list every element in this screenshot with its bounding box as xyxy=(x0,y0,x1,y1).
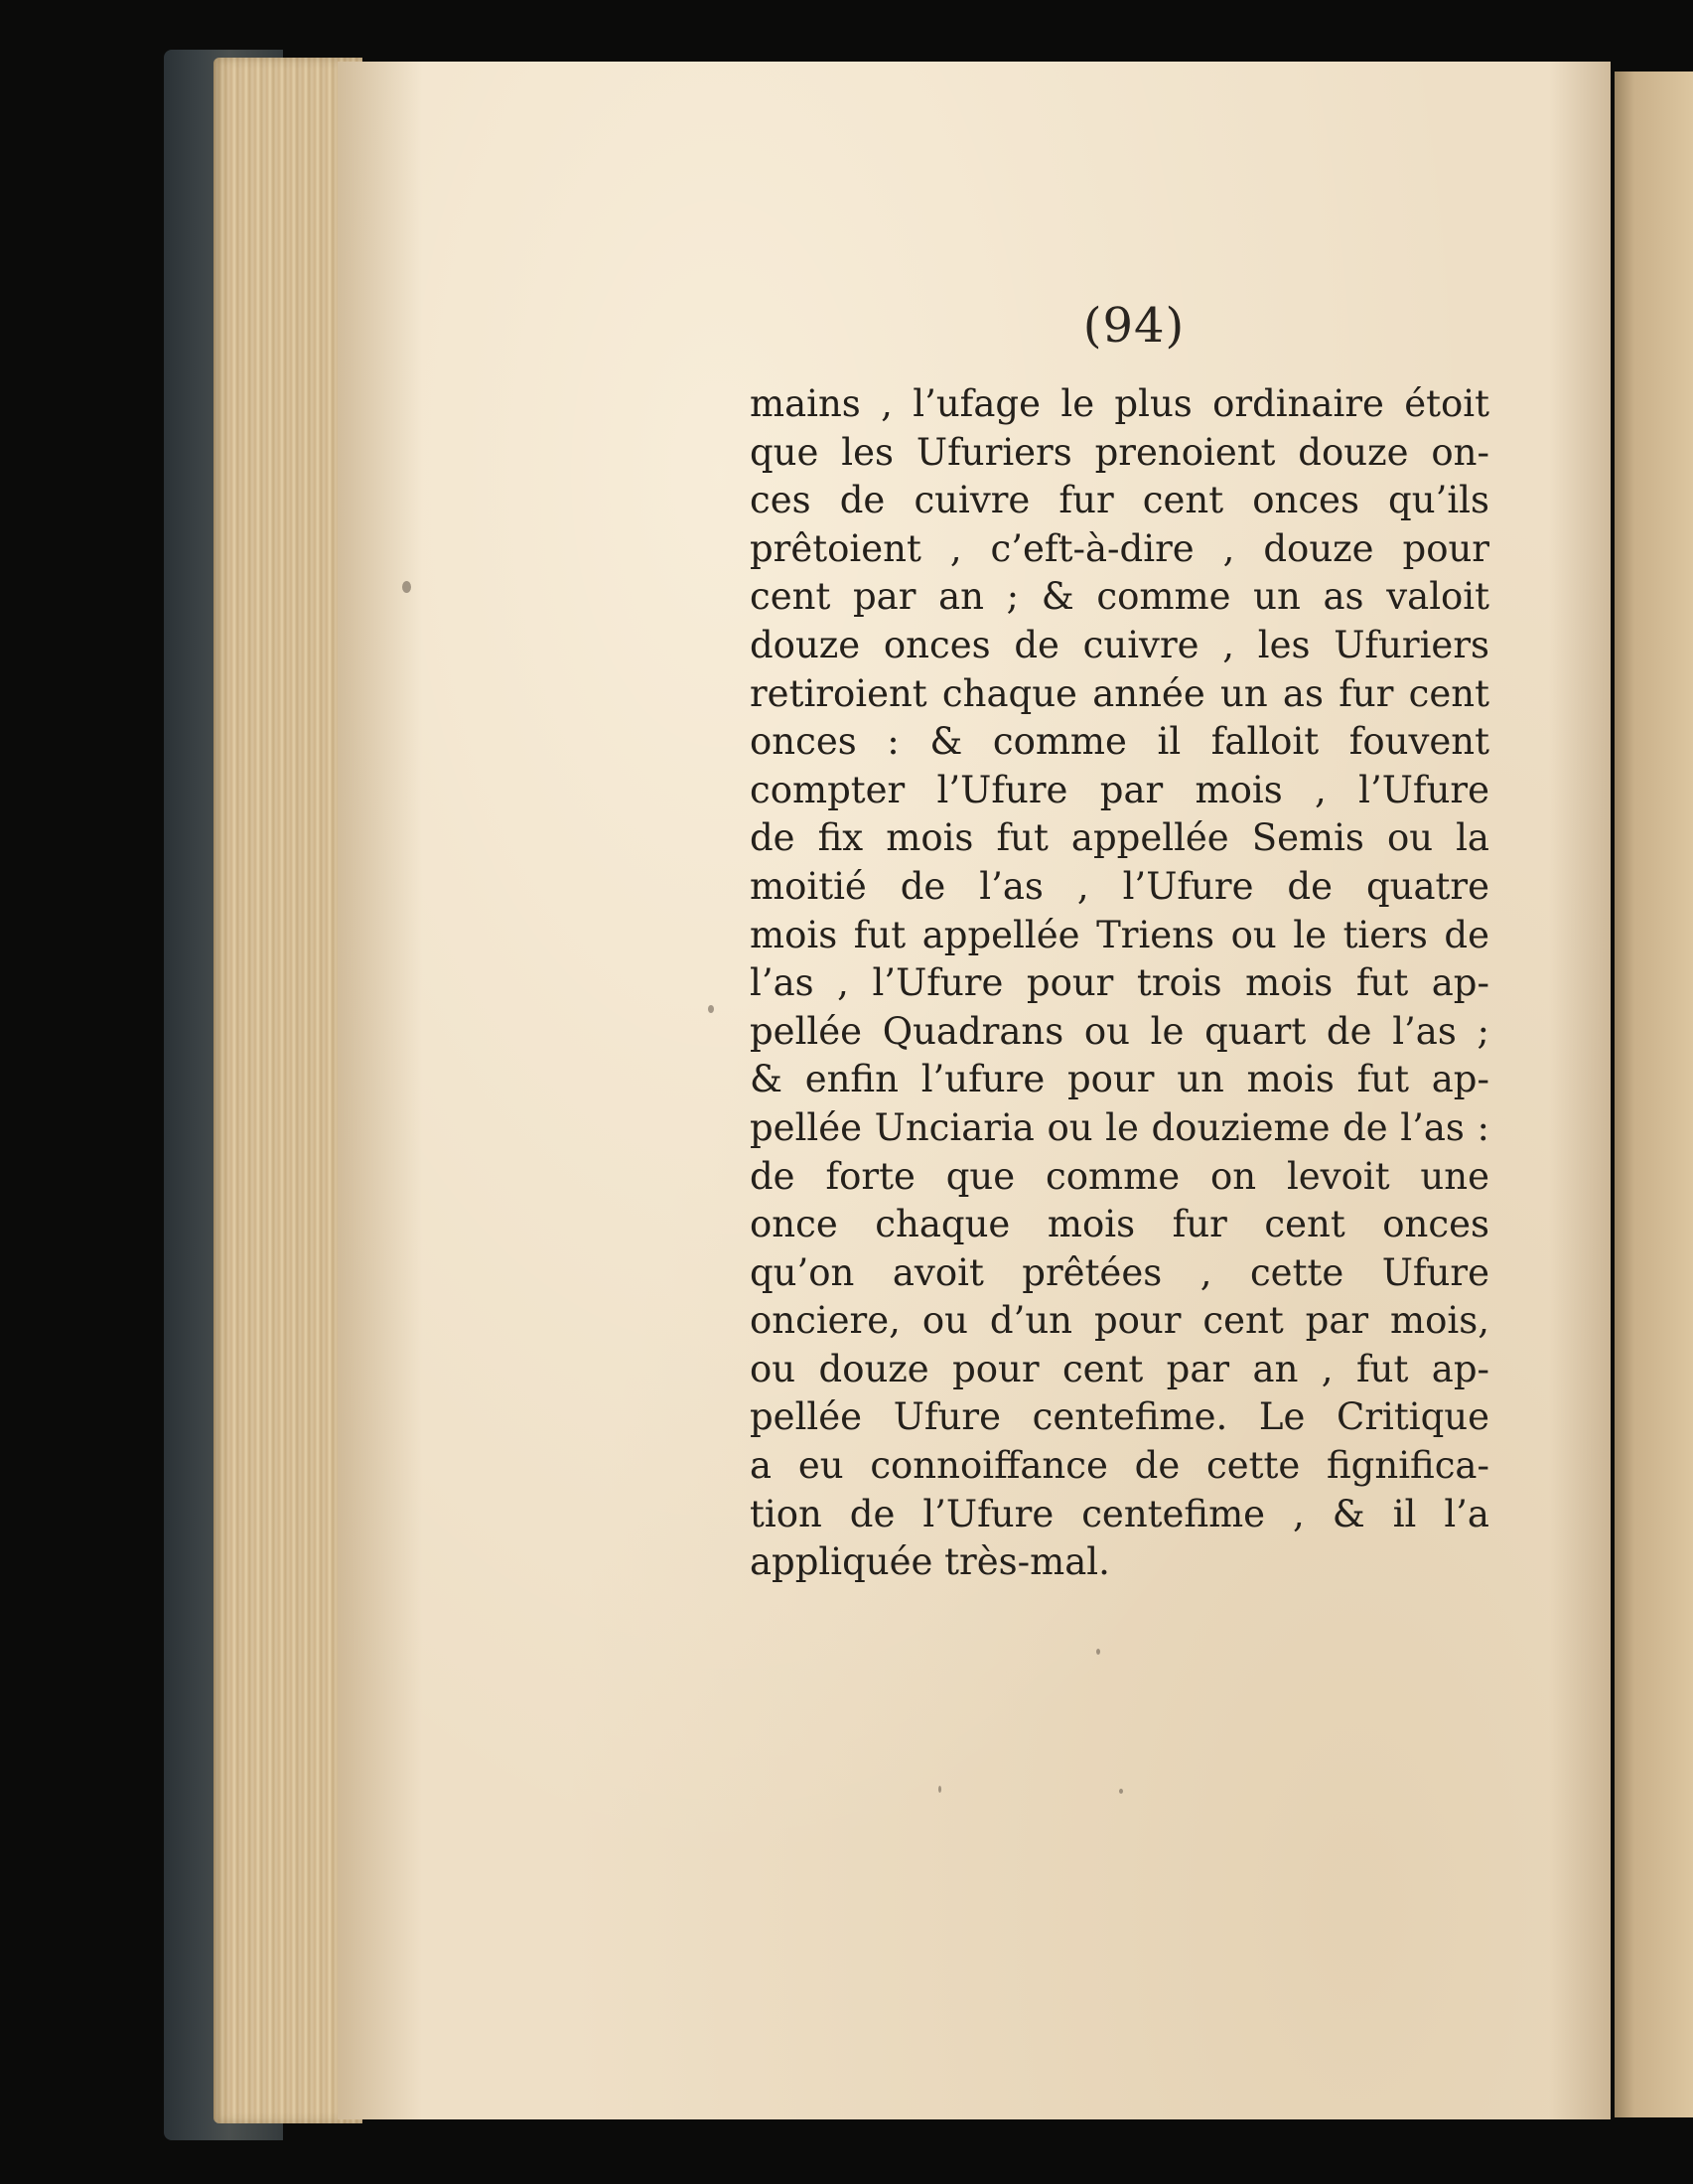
text-line: mains , l’ufage le plus ordinaire étoit xyxy=(750,382,1489,425)
text-line: compter l’Ufure par mois , l’Ufure xyxy=(750,768,1489,811)
text-line: moitié de l’as , l’Ufure de quatre xyxy=(750,864,1489,908)
text-line: once chaque mois fur cent onces xyxy=(750,1203,1489,1246)
paper-speck xyxy=(708,1005,714,1013)
right-page-edge xyxy=(1615,72,1693,2117)
text-line: qu’on avoit prêtées , cette Ufure xyxy=(750,1250,1489,1294)
paper-speck xyxy=(402,581,411,593)
text-line: pellée Ufure centefime. Le Critique xyxy=(750,1395,1489,1439)
text-line: de forte que comme on levoit une xyxy=(750,1154,1489,1198)
body-text xyxy=(750,380,1489,1587)
text-line: tion de l’Ufure centefime , & il l’a xyxy=(750,1492,1489,1535)
page-fold-shadow xyxy=(338,62,422,2119)
text-line: l’as , l’Ufure pour trois mois fut ap- xyxy=(750,961,1489,1005)
paper-speck xyxy=(938,1786,941,1793)
paper-speck xyxy=(1119,1789,1123,1794)
text-line: cent par an ; & comme un as valoit xyxy=(750,575,1489,619)
text-line: mois fut appellée Triens ou le tiers de xyxy=(750,913,1489,956)
text-line: retiroient chaque année un as fur cent xyxy=(750,671,1489,715)
text-line: onciere, ou d’un pour cent par mois, xyxy=(750,1299,1489,1343)
text-line: pellée Unciaria ou le douzieme de l’as : xyxy=(750,1105,1489,1149)
text-line: ou douze pour cent par an , fut ap- xyxy=(750,1347,1489,1390)
text-line: a eu connoiffance de cette fignifica- xyxy=(750,1444,1489,1488)
text-line: onces : & comme il falloit fouvent xyxy=(750,720,1489,764)
text-line: de fix mois fut appellée Semis ou la xyxy=(750,816,1489,860)
text-line: que les Ufuriers prenoient douze on- xyxy=(750,430,1489,474)
text-line: pellée Quadrans ou le quart de l’as ; xyxy=(750,1009,1489,1053)
text-line: prêtoient , c’eft-à-dire , douze pour xyxy=(750,526,1489,570)
text-line: & enfin l’ufure pour un mois fut ap- xyxy=(750,1058,1489,1101)
text-line: ces de cuivre fur cent onces qu’ils xyxy=(750,479,1489,522)
paper-speck xyxy=(1096,1649,1100,1655)
text-line: douze onces de cuivre , les Ufuriers xyxy=(750,623,1489,666)
text-line: appliquée très-mal. xyxy=(750,1540,1110,1584)
gutter-shadow xyxy=(1549,62,1611,2119)
page-number: (94) xyxy=(1082,298,1186,354)
